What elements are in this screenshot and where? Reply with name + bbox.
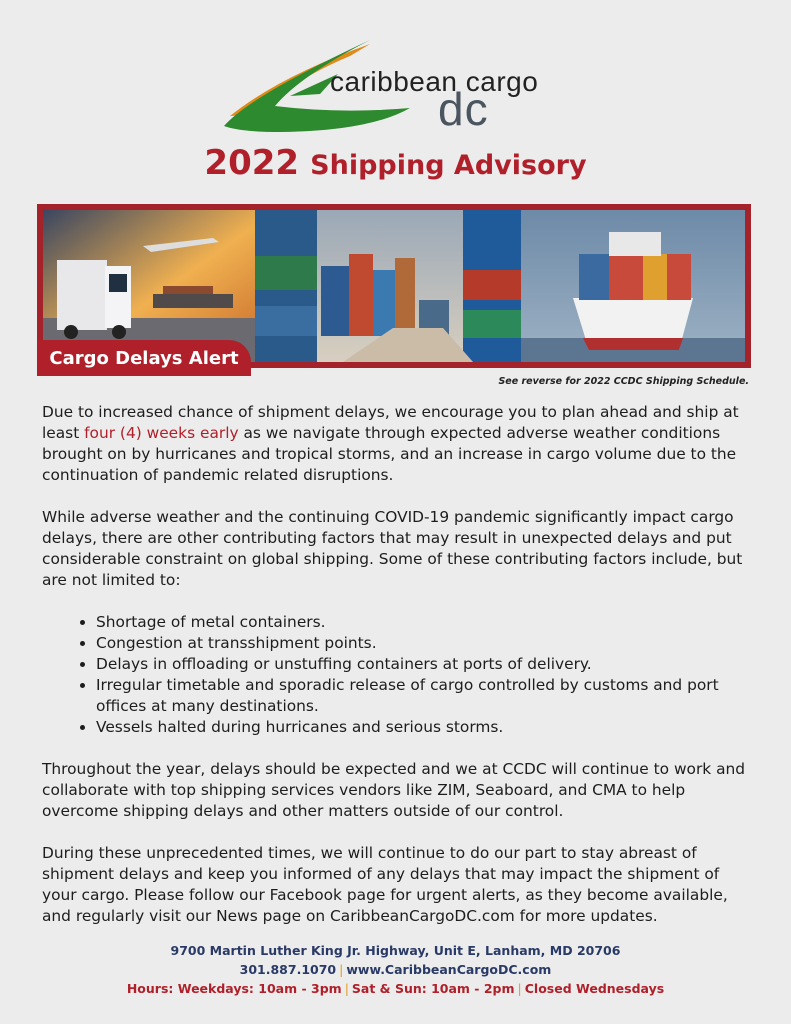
paragraph-2: While adverse weather and the continuing COVID-19 pandemic significantly impact cargo delays, there are other contributing factors that may result in unexpected delays and put considerable constraint on global shipping. Some of these contributing factors include, but are not limited to: — [42, 508, 743, 589]
footer-contact — [0, 941, 791, 998]
paragraph-1: Due to increased chance of shipment delays, we encourage you to plan ahead and ship at least four (4) weeks early as we navigate through expected adverse weather conditions brought on by hurricanes and tropical storms, and an increase in cargo volume due to the continuation of pandemic related disruptions. — [42, 403, 739, 484]
caribbean-cargo-logo — [220, 36, 560, 136]
contributing-factors-list — [42, 612, 754, 738]
page-title — [0, 143, 791, 183]
cargo-delays-alert-label: Cargo Delays Alert — [37, 340, 251, 376]
logo-wordmark: caribbean cargo — [330, 66, 539, 97]
title-text: Shipping Advisory — [310, 150, 587, 181]
advisory-body — [42, 402, 754, 948]
list-item: • Congestion at transshipment points. — [96, 633, 754, 654]
separator: | — [339, 962, 344, 977]
paragraph-3: Throughout the year, delays should be expected and we at CCDC will continue to work and collaborate with top shipping services vendors like ZIM, Seaboard, and CMA to help overcome shipping delays and other matters outside of our control. — [42, 760, 746, 820]
hours-weekdays: Hours: Weekdays: 10am - 3pm — [126, 981, 342, 996]
reverse-note: See reverse for 2022 CCDC Shipping Schedule. — [498, 376, 749, 387]
list-item: • Irregular timetable and sporadic release of cargo controlled by customs and port offices at many destinations. — [96, 675, 754, 717]
paragraph-4: During these unprecedented times, we will continue to do our part to stay abreast of shipment delays and keep you informed of any delays that may impact the shipment of your cargo. Please follow our Facebook page for urgent alerts, as they become available, and regularly visit our News page on CaribbeanCargoDC.com for more updates. — [42, 844, 728, 925]
highlight-four-weeks: four (4) weeks early — [84, 424, 239, 442]
separator: | — [344, 981, 349, 996]
footer-website-link[interactable]: www.CaribbeanCargoDC.com — [346, 962, 552, 977]
list-item: • Vessels halted during hurricanes and serious storms. — [96, 717, 754, 738]
footer-phone-web — [0, 960, 791, 979]
list-item: • Shortage of metal containers. — [96, 612, 754, 633]
list-item: • Delays in offloading or unstuffing containers at ports of delivery. — [96, 654, 754, 675]
hours-closed: Closed Wednesdays — [524, 981, 665, 996]
footer-phone: 301.887.1070 — [239, 962, 337, 977]
separator: | — [517, 981, 522, 996]
footer-address: 9700 Martin Luther King Jr. Highway, Unit E, Lanham, MD 20706 — [170, 943, 621, 958]
hours-weekend: Sat & Sun: 10am - 2pm — [351, 981, 515, 996]
logo-dc: dc — [438, 83, 489, 135]
footer-hours — [0, 979, 791, 998]
title-year: 2022 — [204, 143, 300, 183]
